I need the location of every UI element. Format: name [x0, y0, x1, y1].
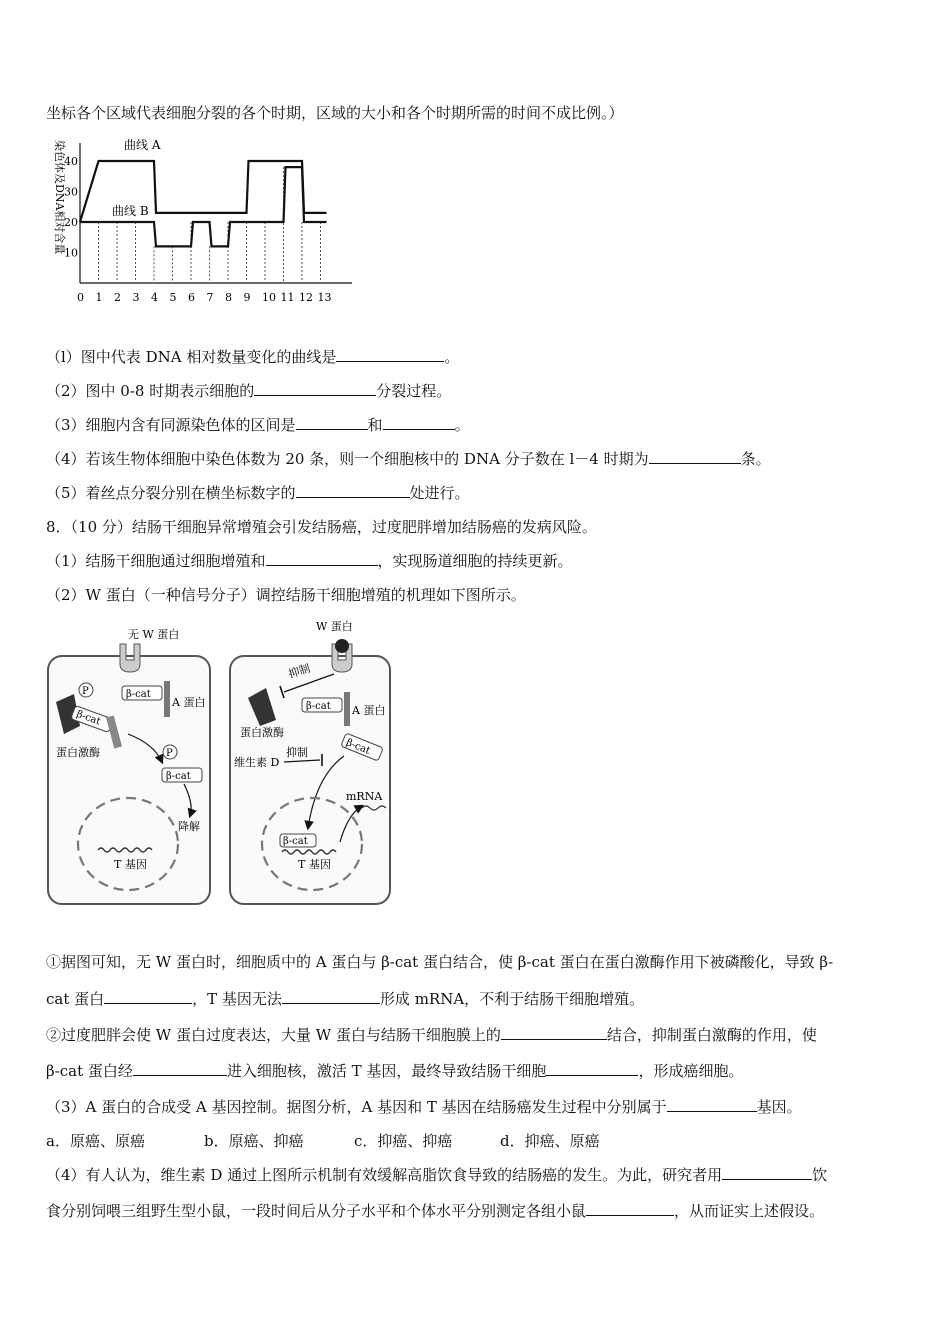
q8-s1a: ①据图可知，无 W 蛋白时，细胞质中的 A 蛋白与 β-cat 蛋白结合，使 β-cat 蛋白在蛋白激酶作用下被磷酸化，导致 β-	[46, 953, 834, 971]
bcat-right-2-label: β-cat	[344, 737, 372, 757]
q8-part1: （1）结肠干细胞通过细胞增殖和 ，实现肠道细胞的持续更新。	[46, 552, 573, 570]
curve-a-label: 曲线 A	[124, 138, 161, 152]
bcat-left-1-label: β-cat	[126, 689, 151, 700]
x-tick-label: 5	[169, 291, 177, 304]
x-tick-label: 6	[188, 291, 195, 304]
kinase-left-label: 蛋白激酶	[56, 746, 100, 759]
a-protein-right	[344, 692, 350, 726]
t-gene-left-label: T 基因	[114, 858, 147, 871]
x-tick-label: 12	[299, 291, 313, 304]
x-tick-label: 11	[280, 291, 295, 304]
q8-s2a: ②过度肥胖会使 W 蛋白过度表达，大量 W 蛋白与结肠干细胞膜上的 结合，抑制蛋白激酶的作用，使	[46, 1026, 817, 1044]
p-label-left-1: P	[82, 686, 89, 697]
option-a: a．原癌、原癌	[46, 1132, 145, 1150]
x-tick-label: 8	[225, 291, 232, 304]
y-tick-label: 30	[64, 185, 78, 199]
y-tick-label: 10	[64, 246, 78, 260]
x-tick-label: 2	[114, 291, 121, 304]
left-title: 无 W 蛋白	[128, 628, 180, 641]
bcat-right-1-label: β-cat	[306, 701, 331, 712]
q7-part3: （3）细胞内含有同源染色体的区间是 和 。	[46, 416, 470, 434]
w-protein-diagram	[44, 616, 396, 910]
a-protein-right-label: A 蛋白	[352, 704, 386, 717]
x-tick-label: 3	[132, 291, 140, 304]
w-protein-ball	[335, 639, 349, 653]
chromosome-dna-graph	[40, 135, 370, 310]
mrna-label: mRNA	[346, 790, 383, 803]
bcat-right-3-label: β-cat	[283, 836, 308, 847]
q8-part4a: （4）有人认为，维生素 D 通过上图所示机制有效缓解高脂饮食导致的结肠癌的发生。为此，研究者用 饮	[46, 1166, 828, 1184]
curve-b-label: 曲线 B	[112, 204, 149, 218]
right-title: W 蛋白	[316, 620, 353, 633]
x-tick-label: 7	[206, 291, 214, 304]
option-d: d．抑癌、原癌	[500, 1132, 600, 1150]
inhibit-label-1: 抑制	[286, 661, 312, 681]
intro-text: 坐标各个区域代表细胞分裂的各个时期，区域的大小和各个时期所需的时间不成比例。）	[46, 104, 624, 122]
t-gene-right-label: T 基因	[298, 858, 331, 871]
x-tick-label: 0	[77, 291, 84, 304]
q8-s1b: cat 蛋白 ，T 基因无法 形成 mRNA，不利于结肠干细胞增殖。	[46, 990, 645, 1008]
q7-part1: （l）图中代表 DNA 相对数量变化的曲线是 。	[46, 348, 460, 366]
q8-s2b: β-cat 蛋白经 进入细胞核，激活 T 基因，最终导致结肠干细胞 ，形成癌细胞。	[46, 1062, 744, 1080]
bcat-left-3-label: β-cat	[166, 771, 191, 782]
vitamin-d-label: 维生素 D	[234, 756, 280, 769]
x-tick-label: 10	[262, 291, 276, 304]
inhibit-label-2: 抑制	[286, 746, 308, 759]
x-tick-label: 4	[151, 291, 158, 304]
option-c: c．抑癌、抑癌	[354, 1132, 453, 1150]
y-tick-label: 20	[64, 216, 78, 229]
kinase-right-label: 蛋白激酶	[240, 726, 284, 739]
q8-options	[46, 1130, 600, 1151]
a-protein-left-label: A 蛋白	[172, 696, 206, 709]
q7-part5: （5）着丝点分裂分别在横坐标数字的 处进行。	[46, 484, 470, 502]
q8-part4b: 食分别饲喂三组野生型小鼠，一段时间后从分子水平和个体水平分别测定各组小鼠 ，从而证实上述假设。	[46, 1202, 825, 1220]
bcat-left-2-label: β-cat	[74, 708, 102, 728]
q8-part2: （2）W 蛋白（一种信号分子）调控结肠干细胞增殖的机理如下图所示。	[46, 586, 526, 604]
graph-y-label: 染色体及DNA相对含量	[53, 140, 66, 255]
a-protein-left	[164, 681, 170, 717]
p-label-left-2: P	[166, 748, 173, 759]
y-tick-label: 40	[64, 155, 78, 168]
x-tick-label: 9	[243, 291, 251, 304]
q7-part2: （2）图中 0-8 时期表示细胞的 分裂过程。	[46, 382, 452, 400]
q8-header: 8．（10 分）结肠干细胞异常增殖会引发结肠癌，过度肥胖增加结肠癌的发病风险。	[46, 518, 597, 536]
q8-part3: （3）A 蛋白的合成受 A 基因控制。据图分析，A 基因和 T 基因在结肠癌发生过程中分别属于 基因。	[46, 1098, 802, 1116]
q7-part4: （4）若该生物体细胞中染色体数为 20 条，则一个细胞核中的 DNA 分子数在 l－4 时期为 条。	[46, 450, 771, 468]
option-b: b．原癌、抑癌	[204, 1132, 304, 1150]
x-tick-label: 13	[317, 291, 332, 304]
degrade-label: 降解	[178, 820, 200, 833]
x-tick-label: 1	[95, 291, 103, 304]
